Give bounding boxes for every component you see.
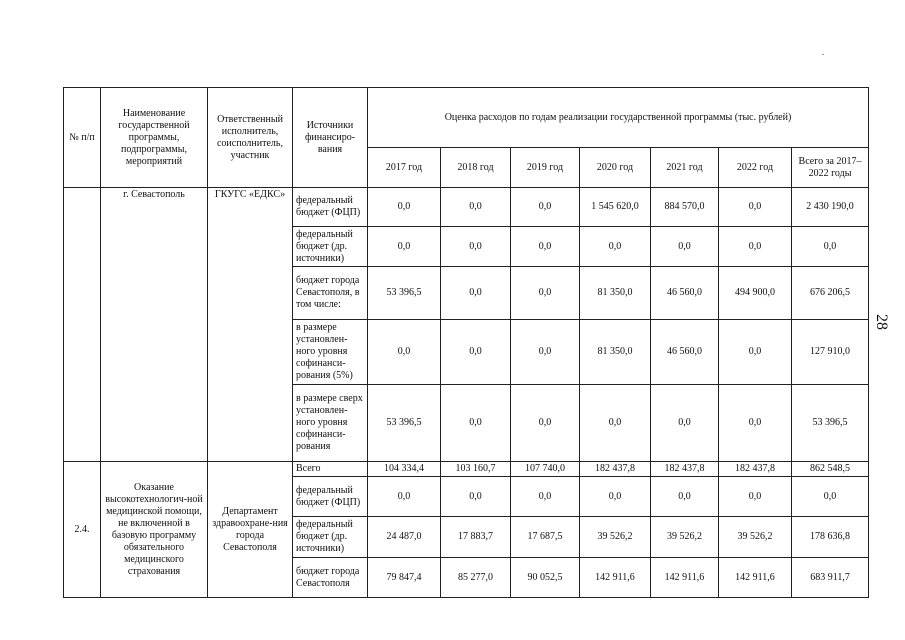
value-cell: 46 560,0 — [651, 267, 719, 320]
value-cell: 0,0 — [441, 267, 511, 320]
value-cell: 0,0 — [511, 267, 580, 320]
value-cell: 182 437,8 — [719, 462, 792, 477]
source-cell: федеральный бюджет (ФЦП) — [293, 477, 368, 517]
page-number: 28 — [873, 314, 890, 330]
value-cell: 17 687,5 — [511, 517, 580, 558]
year-header: 2021 год — [651, 148, 719, 188]
year-header: 2019 год — [511, 148, 580, 188]
value-cell: 0,0 — [511, 227, 580, 267]
header-executor: Ответственный исполнитель, соисполнитель, участник — [208, 88, 293, 188]
source-cell: федеральный бюджет (др. источники) — [293, 227, 368, 267]
total-cell: 53 396,5 — [792, 385, 869, 462]
total-cell: 0,0 — [792, 477, 869, 517]
value-cell: 107 740,0 — [511, 462, 580, 477]
total-cell: 178 636,8 — [792, 517, 869, 558]
value-cell: 0,0 — [651, 477, 719, 517]
value-cell: 53 396,5 — [368, 385, 441, 462]
value-cell: 79 847,4 — [368, 558, 441, 598]
year-header: 2018 год — [441, 148, 511, 188]
value-cell: 0,0 — [441, 227, 511, 267]
row-number: 2.4. — [64, 462, 101, 598]
year-header: 2022 год — [719, 148, 792, 188]
total-cell: 676 206,5 — [792, 267, 869, 320]
value-cell: 494 900,0 — [719, 267, 792, 320]
source-cell: бюджет города Севастополя, в том числе: — [293, 267, 368, 320]
value-cell: 0,0 — [580, 227, 651, 267]
value-cell: 53 396,5 — [368, 267, 441, 320]
total-cell: 0,0 — [792, 227, 869, 267]
total-cell: 127 910,0 — [792, 320, 869, 385]
value-cell: 46 560,0 — [651, 320, 719, 385]
value-cell: 0,0 — [368, 227, 441, 267]
value-cell: 1 545 620,0 — [580, 188, 651, 227]
value-cell: 81 350,0 — [580, 267, 651, 320]
value-cell: 85 277,0 — [441, 558, 511, 598]
value-cell: 0,0 — [441, 188, 511, 227]
value-cell: 182 437,8 — [580, 462, 651, 477]
value-cell: 39 526,2 — [719, 517, 792, 558]
source-cell: федеральный бюджет (др. источники) — [293, 517, 368, 558]
value-cell: 0,0 — [651, 227, 719, 267]
header-estimate: Оценка расходов по годам реализации государственной программы (тыс. рублей) — [368, 88, 869, 148]
program-name: г. Севастополь — [101, 188, 208, 462]
source-cell: Всего — [293, 462, 368, 477]
value-cell: 39 526,2 — [580, 517, 651, 558]
value-cell: 90 052,5 — [511, 558, 580, 598]
value-cell: 0,0 — [441, 477, 511, 517]
value-cell: 0,0 — [580, 385, 651, 462]
source-cell: федеральный бюджет (ФЦП) — [293, 188, 368, 227]
value-cell: 0,0 — [511, 188, 580, 227]
executor: Департамент здравоохране-ния города Севастополя — [208, 462, 293, 598]
value-cell: 142 911,6 — [719, 558, 792, 598]
executor: ГКУГС «ЕДКС» — [208, 188, 293, 462]
scan-dot — [822, 54, 824, 55]
value-cell: 0,0 — [511, 477, 580, 517]
budget-table — [63, 87, 869, 598]
header-no: № п/п — [64, 88, 101, 188]
header-name: Наименование государственной программы, подпрограммы, мероприятий — [101, 88, 208, 188]
value-cell: 884 570,0 — [651, 188, 719, 227]
value-cell: 0,0 — [368, 320, 441, 385]
value-cell: 103 160,7 — [441, 462, 511, 477]
value-cell: 0,0 — [441, 385, 511, 462]
value-cell: 104 334,4 — [368, 462, 441, 477]
value-cell: 142 911,6 — [580, 558, 651, 598]
year-header: 2017 год — [368, 148, 441, 188]
value-cell: 0,0 — [719, 320, 792, 385]
value-cell: 0,0 — [368, 188, 441, 227]
value-cell: 182 437,8 — [651, 462, 719, 477]
total-cell: 862 548,5 — [792, 462, 869, 477]
value-cell: 17 883,7 — [441, 517, 511, 558]
value-cell: 0,0 — [368, 477, 441, 517]
value-cell: 0,0 — [719, 385, 792, 462]
value-cell: 0,0 — [719, 188, 792, 227]
total-cell: 2 430 190,0 — [792, 188, 869, 227]
value-cell: 0,0 — [719, 477, 792, 517]
source-cell: в размере установлен-ного уровня софинанси-рования (5%) — [293, 320, 368, 385]
source-cell: в размере сверх установлен-ного уровня софинанси-рования — [293, 385, 368, 462]
value-cell: 0,0 — [580, 477, 651, 517]
header-source: Источники финансиро-вания — [293, 88, 368, 188]
value-cell: 81 350,0 — [580, 320, 651, 385]
value-cell: 0,0 — [651, 385, 719, 462]
value-cell: 0,0 — [441, 320, 511, 385]
total-header: Всего за 2017–2022 годы — [792, 148, 869, 188]
value-cell: 0,0 — [511, 320, 580, 385]
value-cell: 0,0 — [719, 227, 792, 267]
program-name: Оказание высокотехнологич-ной медицинской помощи, не включенной в базовую программу обязательного медицинского страхования — [101, 462, 208, 598]
value-cell: 142 911,6 — [651, 558, 719, 598]
row-number-cell — [64, 188, 101, 462]
total-cell: 683 911,7 — [792, 558, 869, 598]
value-cell: 0,0 — [511, 385, 580, 462]
value-cell: 39 526,2 — [651, 517, 719, 558]
year-header: 2020 год — [580, 148, 651, 188]
source-cell: бюджет города Севастополя — [293, 558, 368, 598]
value-cell: 24 487,0 — [368, 517, 441, 558]
